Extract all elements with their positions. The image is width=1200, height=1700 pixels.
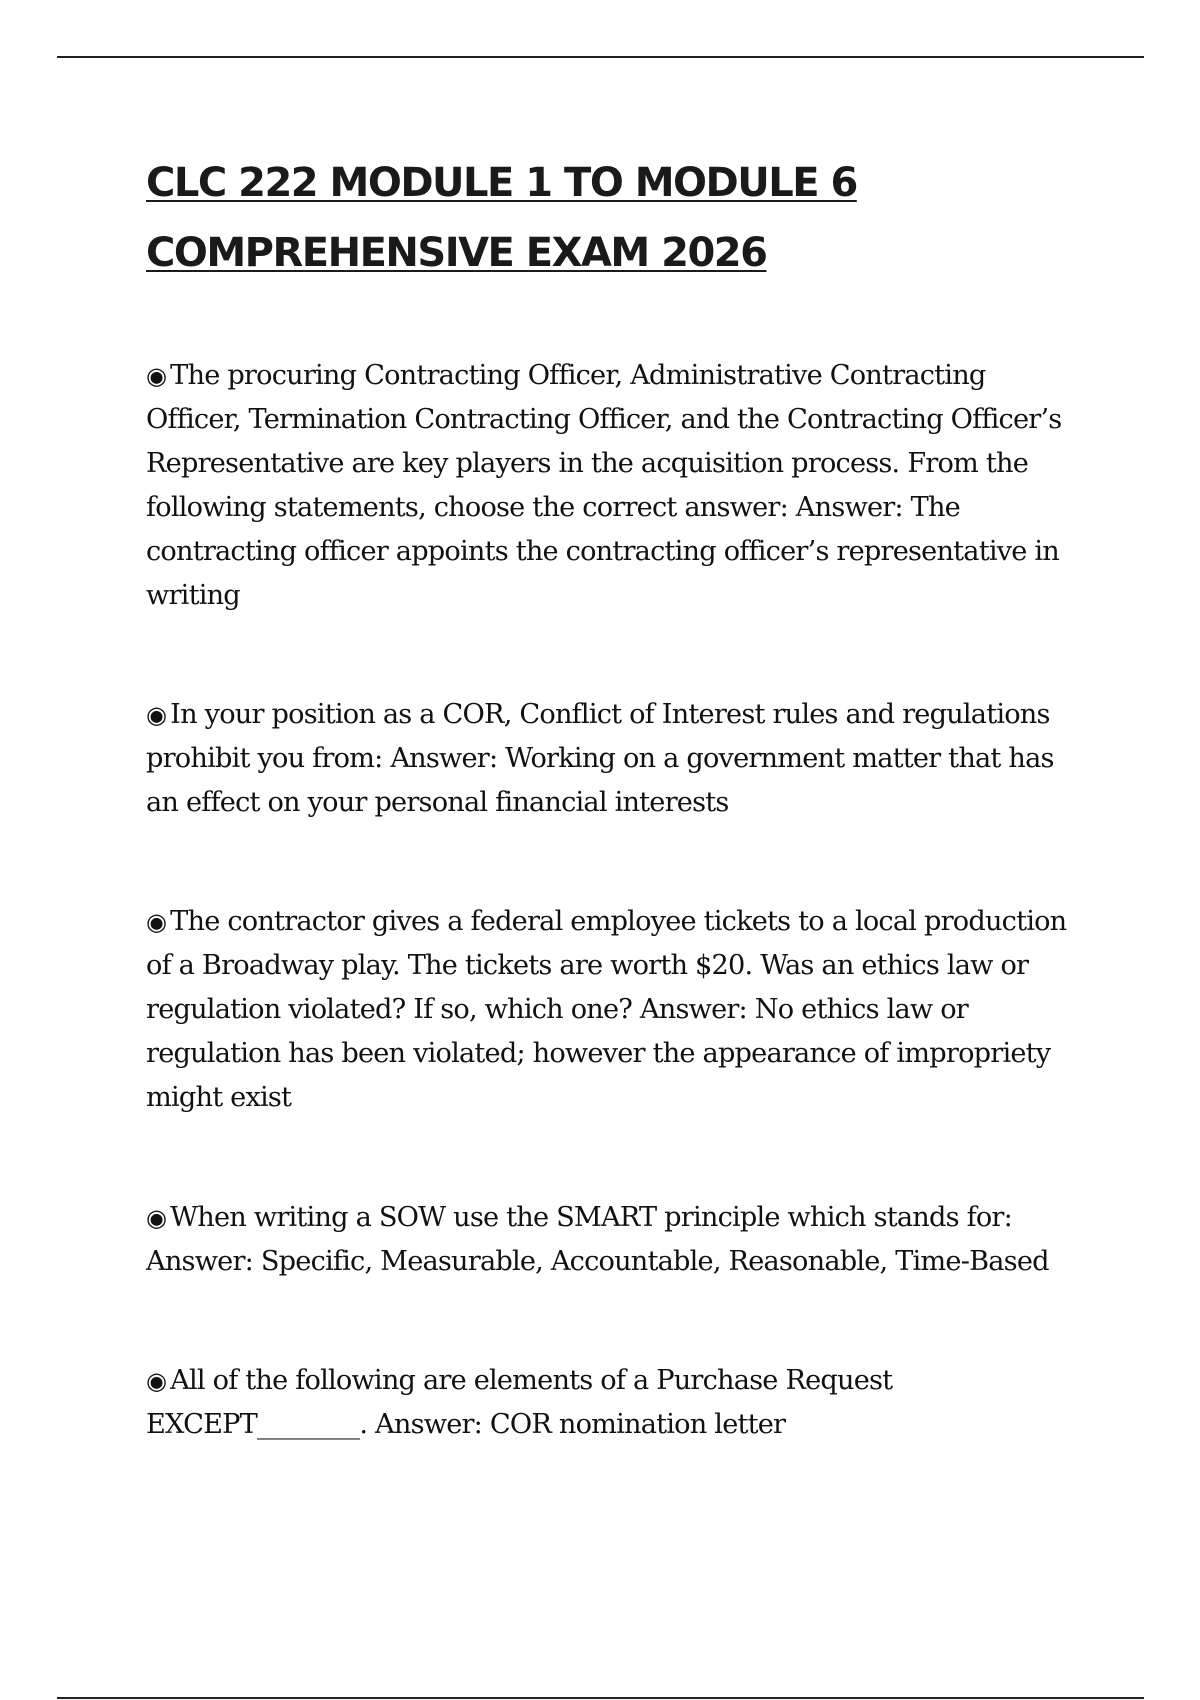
question-item-1 [146,354,1086,618]
question-item-2 [146,693,1086,825]
question-text: When writing a SOW use the SMART principle which stands for: Answer: Specific, Measurable, Accountable, Reasonable, Time-Based [146,1202,1049,1277]
bullet-icon: ◉ [146,908,167,936]
page-title [146,148,1106,288]
question-text: All of the following are elements of a Purchase Request EXCEPT________. Answer: COR nomination letter [146,1365,893,1440]
bullet-icon: ◉ [146,362,167,390]
top-divider [57,56,1144,58]
question-item-3 [146,900,1086,1120]
title-line-2: COMPREHENSIVE EXAM 2026 [146,230,767,276]
question-text: In your position as a COR, Conflict of Interest rules and regulations prohibit you from: Answer: Working on a government matter that has an effect on your personal financial interests [146,699,1054,818]
bottom-divider [57,1697,1144,1699]
bullet-icon: ◉ [146,1204,167,1232]
bullet-icon: ◉ [146,701,167,729]
question-text: The contractor gives a federal employee tickets to a local production of a Broadway play. The tickets are worth $20. Was an ethics law or regulation violated? If so, which one? Answer: No ethics law or regulation has been violated; however the appearance of impropriety might exist [146,906,1067,1113]
title-line-1: CLC 222 MODULE 1 TO MODULE 6 [146,160,857,206]
question-item-5 [146,1359,1086,1447]
question-text: The procuring Contracting Officer, Administrative Contracting Officer, Termination Contracting Officer, and the Contracting Officer’s Representative are key players in the acquisition process. From the following statements, choose the correct answer: Answer: The contracting officer appoints the contracting officer’s representative in writing [146,360,1062,611]
bullet-icon: ◉ [146,1367,167,1395]
question-item-4 [146,1196,1086,1284]
